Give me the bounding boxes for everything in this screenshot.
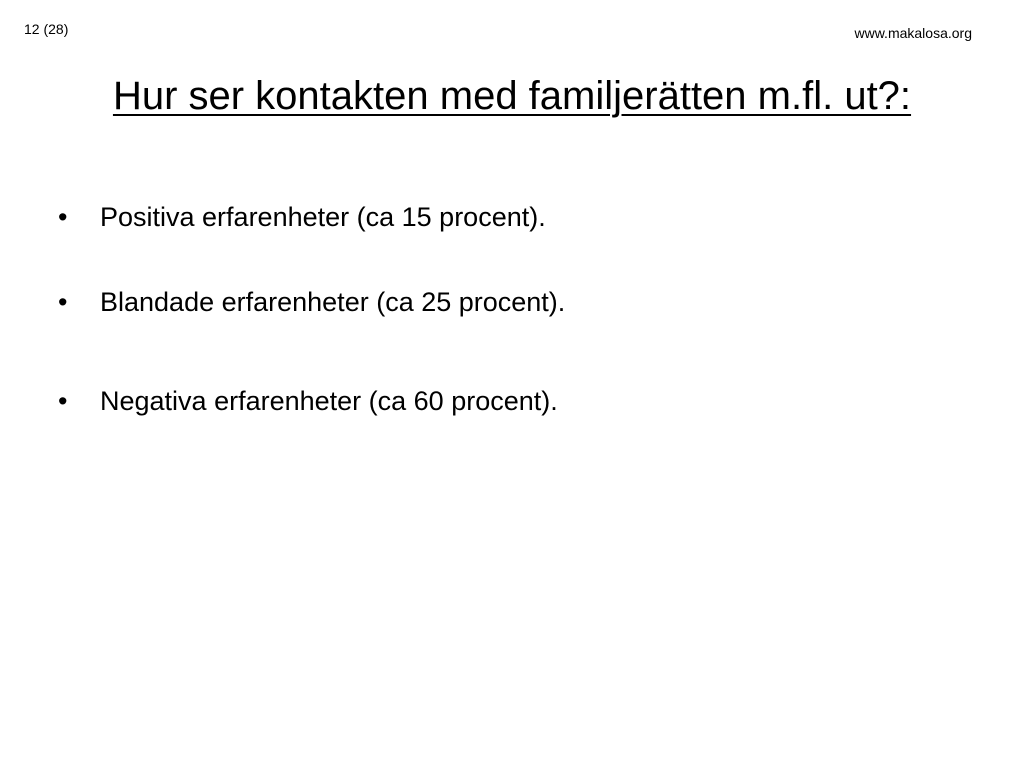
bullet-text: Positiva erfarenheter (ca 15 procent). bbox=[100, 202, 546, 232]
slide-title: Hur ser kontakten med familjerätten m.fl. ut?: bbox=[112, 74, 912, 118]
bullet-text: Negativa erfarenheter (ca 60 procent). bbox=[100, 386, 558, 416]
bullet-icon: • bbox=[58, 287, 68, 317]
bullet-icon: • bbox=[58, 386, 68, 416]
site-url: www.makalosa.org bbox=[854, 25, 972, 41]
bullet-icon: • bbox=[58, 202, 68, 232]
bullet-text: Blandade erfarenheter (ca 25 procent). bbox=[100, 287, 566, 317]
page-counter: 12 (28) bbox=[24, 21, 69, 37]
